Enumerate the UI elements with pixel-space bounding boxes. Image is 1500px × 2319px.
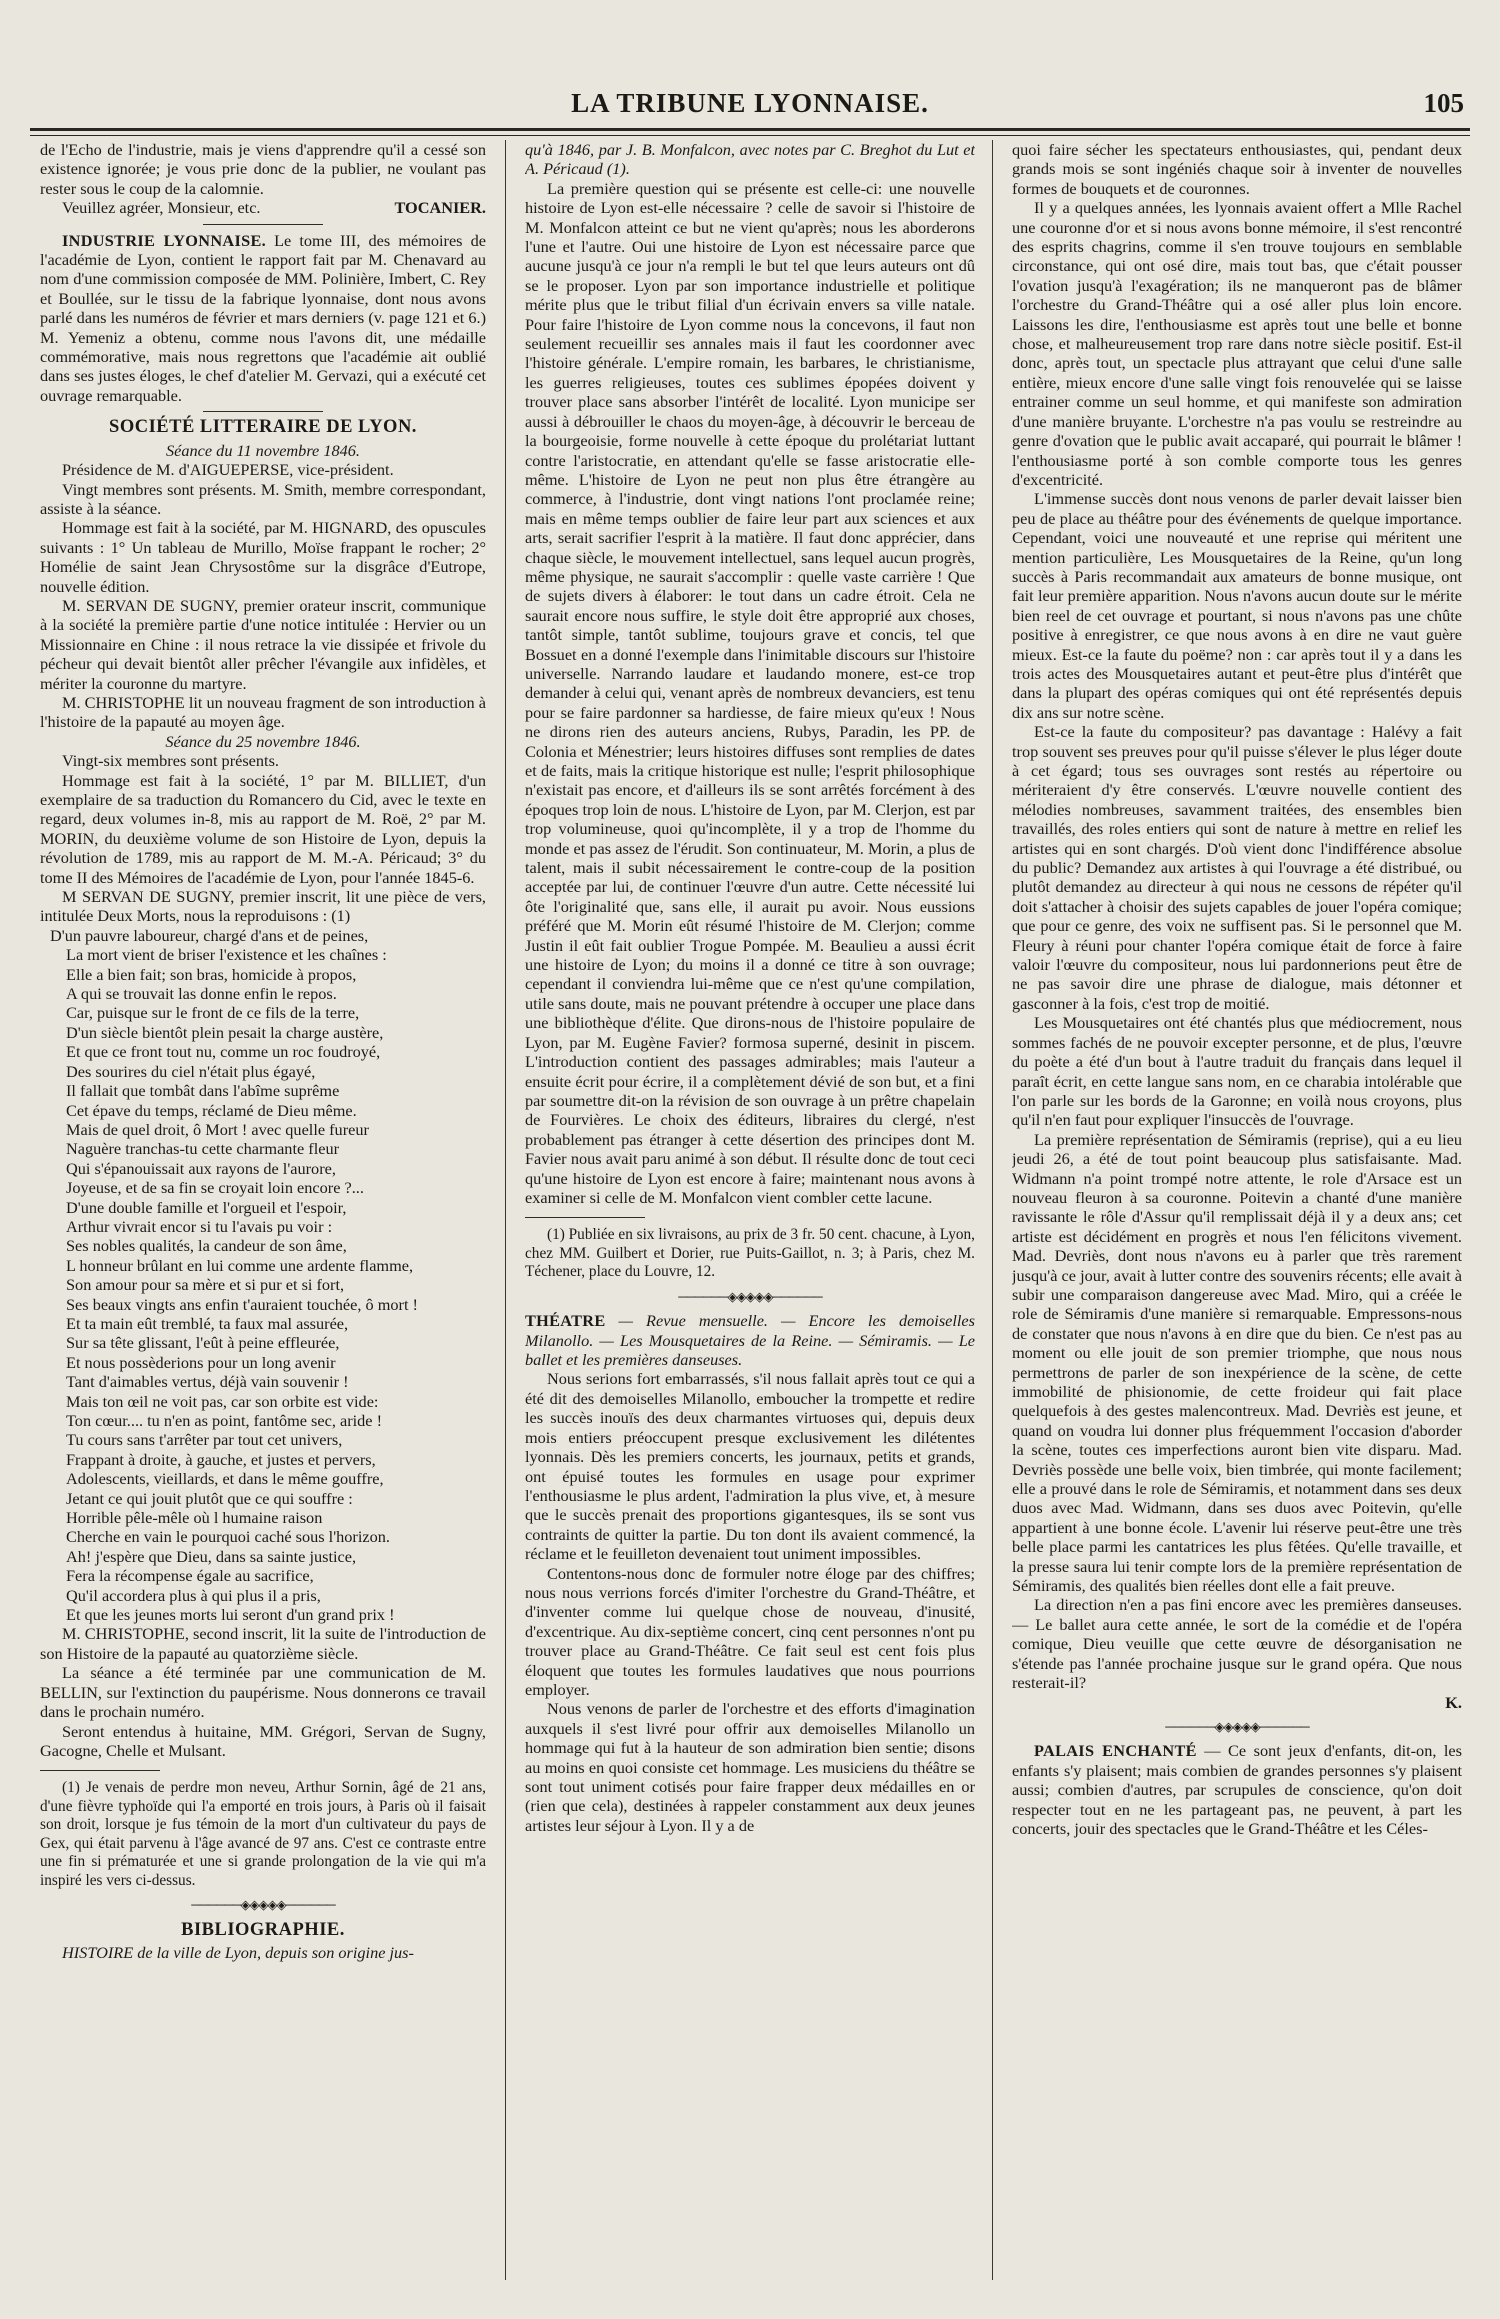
poem-line: La mort vient de briser l'existence et les chaînes : [66,945,387,965]
column-rule [992,140,993,2280]
poem-line: D'une double famille et l'orgueil et l'espoir, [66,1197,347,1217]
column-3 [1012,140,1462,2280]
section-title: SOCIÉTÉ LITTERAIRE DE LYON. [109,417,417,438]
poem-line: Des sourires du ciel n'était plus égayé, [66,1061,316,1081]
poem-line: Qui s'épanouissait aux rayons de l'aurore, [66,1158,336,1178]
paragraph: Est-ce la faute du compositeur? pas davantage : Halévy a fait trop souvent ses preuves pour qu'il puisse s'élever le plus léger doute à cet égard; tous ses ouvrages sont restés au répertoire ou mériteraient d'y être conservés. L'œuvre nouvelle contient des mélodies nombreuses, savamment traitées, des ensembles bien travaillés, des roles entiers qui sont de nature à mettre en relief les artistes qui en sont chargés. D'où vient donc l'indifférence absolue du public? Demandez aux artistes à qui l'ouvrage a été distribué, ou plutôt demandez au directeur à qui nous ne cessons de répéter qu'il doit s'attacher à choisir des sujets capables de jouer l'opéra comique; que pour ce genre, des voix ne suffisent pas. Si le personnel que M. Fleury à réuni pour chanter l'opéra comique était de force à faire valoir l'œuvre du compositeur, nous lui pardonnerions peut être de ne pas savoir dire une phrase de dialogue, mais détonner et gasconner à la fois, c'est trop de moitié. [1012,722,1462,1013]
poem-line: Fera la récompense égale au sacrifice, [66,1566,314,1586]
poem-line: Et nous possèderions pour un long avenir [66,1352,336,1372]
poem-line: Ton cœur.... tu n'en as point, fantôme sec, aride ! [66,1411,383,1431]
paragraph: quoi faire sécher les spectateurs enthousiastes, qui, pendant deux grands mois se sont ingéniés chaque soir à inventer de nouvelles formes de bouquets et de couronnes. [1012,140,1462,198]
paragraph: Vingt-six membres sont présents. [62,751,279,771]
signature: K. [1445,1692,1462,1712]
poem-line: Ah! j'espère que Dieu, dans sa sainte justice, [66,1546,357,1566]
poem-line: L honneur brûlant en lui comme une ardente flamme, [66,1255,414,1275]
presidency: Présidence de M. d'AIGUEPERSE, vice-président. [62,460,394,480]
poem-line: Tu cours sans t'arrêter par tout cet univers, [66,1430,343,1450]
paragraph: M. SERVAN DE SUGNY, premier orateur inscrit, communique à la société la première partie d'une notice intitulée : Hervier ou un Missionnaire en Chine : il nous retrace la vie dissipée et frivole du pécheur qui devait bientôt aller prêcher l'évangile aux infidèles, et mériter la couronne du martyre. [40,595,486,693]
paragraph: M SERVAN DE SUGNY, premier inscrit, lit une pièce de vers, intitulée Deux Morts, nous la reproduisons : (1) [40,887,486,926]
paragraph: La séance a été terminée par une communication de M. BELLIN, sur l'extinction du paupérisme. Nous donnerons ce travail dans le prochain numéro. [40,1663,486,1722]
paragraph-text: Le tome III, des mémoires de l'académie de Lyon, contient le rapport fait par M. Chenavard au nom d'une commission composée de MM. Polinière, Imbert, C. Rey et Boullée, sur le tissu de la fabrique lyonnaise, dont nous avons parlé dans les numéros de février et mars derniers (v. page 121 et 6.) M. Yemeniz a obtenu, comme nous l'avons dit, une médaille commémorative, mais nous regrettons que l'académie ait oublié dans ses justes éloges, le chef d'atelier M. Gervazi, qui a exécuté cet ouvrage remarquable. [40,230,486,405]
ornament-rule: ──────◈◈◈◈◈────── [1165,1718,1309,1734]
poem-line: Naguère tranchas-tu cette charmante fleur [66,1139,340,1159]
poem-line: Horrible pêle-mêle où l humaine raison [66,1508,323,1528]
paragraph: Veuillez agréer, Monsieur, etc. [62,198,261,218]
poem-line: Et ta main eût tremblé, ta faux mal assurée, [66,1313,349,1333]
separator-rule [203,224,323,225]
article-subtitle: — Revue mensuelle. — Encore les demoiselles Milanollo. — Les Mousquetaires de la Reine. — Sémiramis. — Le ballet et les premières danseuses. [525,1311,975,1370]
poem-line: Mais de quel droit, ô Mort ! avec quelle fureur [66,1119,369,1139]
separator-rule [203,411,323,412]
article-palais [1012,1741,1462,1838]
paragraph: Seront entendus à huitaine, MM. Grégori, Servan de Sugny, Gacogne, Chelle et Mulsant. [40,1721,486,1760]
footnote: (1) Je venais de perdre mon neveu, Arthur Sornin, âgé de 21 ans, d'une fièvre typhoïde qui l'a emporté en trois jours, à Paris où il faisait son droit, lorsque je fus témoin de la mort d'un cultivateur du pays de Gex, qui était parvenu à l'âge avancé de 97 ans. C'est ce contraste entre une fin si prématurée et une si grande prolongation de la vie qui m'a inspiré les vers ci-dessus. [40,1779,486,1889]
paragraph: Les Mousquetaires ont été chantés plus que médiocrement, nous sommes fachés de ne pouvoir excepter personne, et de plus, l'œuvre du poète a été d'un bout à l'autre traduit du français dans lequel il paraît écrit, en cette langue sans nom, en ce charabia intolérable que l'on parle sur les bords de la Garonne; en voilà nous croyons, plus qu'il n'en faut pour expliquer l'insuccès de l'ouvrage. [1012,1013,1462,1130]
column-2 [525,140,975,2280]
section-title: BIBLIOGRAPHIE. [181,1919,345,1940]
poem-line: Ses nobles qualités, la candeur de son âme, [66,1236,347,1256]
poem-line: D'un siècle bientôt plein pesait la charge austère, [66,1022,384,1042]
poem-line: Et que les jeunes morts lui seront d'un grand prix ! [66,1605,395,1625]
paragraph: Nous venons de parler de l'orchestre et des efforts d'imagination auxquels il s'est livré pour offrir aux demoiselles Milanollo un hommage qui fut à la hauteur de son admiration bien sentie; disons au moins en quoi consiste cet hommage. Les musiciens du théâtre se sont tout uniment cotisés pour faire frapper deux médailles en or (rien que cela), destinées à rappeler constamment aux deux jeunes artistes leur séjour à Lyon. Il y a de [525,1699,975,1835]
poem [40,926,486,1625]
paragraph: L'immense succès dont nous venons de parler devait laisser bien peu de place au théâtre pour des événements de quelque importance. Cependant, voici une nouveauté et une reprise qui méritent une mention particulière, Les Mousquetaires de la Reine, qu'un long succès à Paris recommandait aux amateurs de bonne musique, ont fait leur première apparition. Nous n'avons aucun doute sur le mérite bien reel de cet ouvrage et pourtant, si nous n'avons pas une chûte positive à enregistrer, ce que nous avons à en dire ne vaut guère mieux. Est-ce la faute du poëme? non : car après tout il y a dans les trois actes des Mousquetaires autant et peut-être plus d'intérêt que dans la plupart des opéras comiques qui ont été représentés depuis dix ans sur notre scène. [1012,489,1462,722]
poem-line: Cherche en vain le pourquoi caché sous l'horizon. [66,1527,390,1547]
paragraph: Nous serions fort embarrassés, s'il nous fallait après tout ce qui a été dit des demoiselles Milanollo, emboucher la trompette et redire les succès inouïs des deux charmantes virtuoses qui, depuis deux mois entiers préoccupent presque exclusivement les dilétentes lyonnais. Dès les premiers concerts, les journaux, petits et grands, ont épuisé toutes les formules en usage pour exprimer l'enthousiasme le plus ardent, l'admiration la plus vive, et, à mesure que le succès prenait des proportions gigantesques, ils se sont vus contraints de quitter la partie. Du ton dont ils avaient commencé, la réclame et le feuilleton devenaient tout uniment impossibles. [525,1369,975,1564]
poem-line: Arthur vivrait encor si tu l'avais pu voir : [66,1216,333,1236]
poem-line: Son amour pour sa mère et si pur et si fort, [66,1275,345,1295]
ornament-rule: ──────◈◈◈◈◈────── [678,1288,822,1304]
page-number: 105 [1423,88,1464,118]
poem-line: Sur sa tête glissant, l'eût à peine effleurée, [66,1333,340,1353]
poem-line: Frappant à droite, à gauche, et justes et pervers, [66,1449,376,1469]
poem-line: Adolescents, vieillards, et dans le même gouffre, [66,1469,384,1489]
ornament-rule: ──────◈◈◈◈◈────── [191,1897,335,1913]
paragraph-text: — Ce sont jeux d'enfants, dit-on, les enfants s'y plaisent; mais combien de grandes personnes s'y plaisent aussi; combien d'autres, par scrupules de conscience, qu'on doit respecter tout en ne les partageant pas, ne peuvent, à part les concerts, jouir des spectacles que le Grand-Théâtre et les Céles- [1012,1741,1462,1838]
paragraph: HISTOIRE de la ville de Lyon, depuis son origine jus- [62,1943,414,1963]
poem-line: Car, puisque sur le front de ce fils de la terre, [66,1003,360,1023]
poem-line: Joyeuse, et de sa fin se croyait loin encore ?... [66,1178,364,1198]
article-theatre-heading [525,1311,975,1369]
article-heading: INDUSTRIE LYONNAISE. [62,230,266,250]
poem-line: Et que ce front tout nu, comme un roc foudroyé, [66,1042,381,1062]
signature: TOCANIER. [394,198,486,218]
column-1 [40,140,486,2280]
footnote: (1) Publiée en six livraisons, au prix de 3 fr. 50 cent. chacune, à Lyon, chez MM. Guilbert et Dorier, rue Puits-Gaillot, n. 3; à Paris, chez M. Téchener, place du Louvre, 12. [525,1226,975,1281]
session-date: Séance du 25 novembre 1846. [165,731,361,751]
paragraph: qu'à 1846, par J. B. Monfalcon, avec notes par C. Breghot du Lut et A. Péricaud (1). [525,140,975,179]
paragraph: La direction n'en a pas fini encore avec les premières danseuses. — Le ballet aura cette année, le sort de la comédie et de l'opéra comique, Dieu veuille que cette œuvre de désorganisation ne s'étende pas l'année prochaine jusque sur le grand opéra. Que nous resterait-il? [1012,1595,1462,1693]
session-date: Séance du 11 novembre 1846. [166,440,360,460]
footnote-rule [525,1217,645,1218]
running-title: LA TRIBUNE LYONNAISE. [571,88,929,118]
paragraph: Vingt membres sont présents. M. Smith, membre correspondant, assiste à la séance. [40,479,486,518]
paragraph: Hommage est fait à la société, 1° par M. BILLIET, d'un exemplaire de sa traduction du Romancero du Cid, avec le texte en regard, deux volumes in-8, mis au rapport de M. Roë, 2° par M. MORIN, du deuxième volume de son Histoire de Lyon, depuis la révolution de 1789, mis au rapport de M. M.-A. Péricaud; 3° du tome II des Mémoires de l'académie de Lyon, pour l'année 1845-6. [40,770,486,887]
paragraph: M. CHRISTOPHE lit un nouveau fragment de son introduction à l'histoire de la papauté au moyen âge. [40,692,486,732]
paragraph: La première représentation de Sémiramis (reprise), qui a eu lieu jeudi 26, a été de tout point beaucoup plus satisfaisante. Mad. Widmann n'a point trompé notre attente, le role d'Arsace est un nouveau fleuron à sa couronne. Poitevin a chanté d'une manière ravissante le rôle d'Assur qu'il remplissait déjà il y a deux ans; cet artiste est décidément en progrès et nous l'en félicitons vivement. Mad. Devriès, dont nous n'avons eu à parler que très rarement jusqu'à ce jour, avait à lutter contre des souvenirs récents; elle avait à subir une comparaison dangereuse avec Mad. Miro, qui a créée le role de Sémiramis d'une manière si remarquable. Empressons-nous de constater que nous n'avons à en dire que du bien. Ce n'est pas au moment ou elle jouit de son premier triomphe, que nous nous permettrons de parler de son inexpérience de la scène, de cette immobilité de phisionomie, de cette froideur qui fait place quelquefois à des gestes malencontreux. Mad. Devriès est jeune, et quand on voudra lui donner plus fréquemment l'occasion d'aborder la scène, toutes ces imperfections auront bien vite disparu. Mad. Devriès possède une belle voix, bien timbrée, qui monte facilement; elle a prouvé dans le role de Sémiramis, et notamment dans ses deux duos avec Mad. Widmann, dans ses duos avec Poitevin, qu'elle appartient à une bonne école. L'avenir lui réserve peut-être une très belle place parmi les cantatrices les plus fêtées. Qu'elle travaille, et la presse saura lui tenir compte lors de la première représentation de Sémiramis, des qualités bien réelles dont elle a fait preuve. [1012,1129,1462,1596]
poem-line: Mais ton œil ne voit pas, car son orbite est vide: [66,1391,379,1411]
poem-line: Jetant ce qui jouit plutôt que ce qui souffre : [66,1488,353,1508]
poem-line: D'un pauvre laboureur, chargé d'ans et de peines, [50,925,369,945]
poem-line: Ses beaux vingts ans enfin t'auraient touchée, ô mort ! [66,1294,418,1314]
article-industrie [40,231,486,406]
poem-line: A qui se trouvait las donne enfin le repos. [66,984,337,1004]
paragraph: de l'Echo de l'industrie, mais je viens d'apprendre qu'il a cessé son existence ignorée; je vous prie donc de la publier, ne voulant pas rester sous le coup de la calomnie. [40,140,486,198]
header-rule [30,128,1470,136]
article-heading: PALAIS ENCHANTÉ [1034,1741,1197,1761]
footnote-rule [40,1770,160,1771]
paragraph: Contentons-nous donc de formuler notre éloge par des chiffres; nous nous verrions forcés d'imiter l'orchestre du Grand-Théâtre, et d'inventer comme lui quelque chose de nouveau, d'inusité, d'excentrique. Au dix-septième concert, cinq cent personnes n'ont pu trouver place au Grand-Théâtre. Ce fait seul est cent fois plus éloquent que toutes les formules laudatives que nous pourrions employer. [525,1563,975,1699]
poem-line: Cet épave du temps, réclamé de Dieu même. [66,1100,357,1120]
page-header [30,88,1470,132]
poem-line: Tant d'aimables vertus, déjà vain souvenir ! [66,1372,349,1392]
poem-line: Qu'il accordera plus à qui plus il a pris, [66,1585,321,1605]
paragraph: M. CHRISTOPHE, second inscrit, lit la suite de l'introduction de son Histoire de la papauté au quatorzième siècle. [40,1624,486,1663]
poem-line: Elle a bien fait; son bras, homicide à propos, [66,964,357,984]
paragraph: Il y a quelques années, les lyonnais avaient offert a Mlle Rachel une couronne d'or et si nous avons bonne mémoire, il s'est rencontré des esprits chagrins, comme il s'en trouve toujours en semblable circonstance, qui ont osé dire, mais tout bas, que c'était pousser l'ovation jusqu'à l'exagération; ils ne manqueront pas de blâmer l'orchestre du Grand-Théâtre qui a osé aller plus loin encore. Laissons les dire, l'enthousiasme est après tout une belle et bonne chose, et malheureusement trop rare dans notre siècle positif. Est-il donc, après tout, un spectacle plus attrayant que celui d'une salle entière, mieux encore d'une salle vingt fois renouvelée qui se laisse entrainer comme un seul homme, et qui manifeste son admiration d'une manière bruyante. L'orchestre n'a pas voulu se restreindre au genre d'ovation que le public avait accaparé, qui pourrait le blâmer ! l'enthousiasme porté à son comble comporte tous les genres d'excentricité. [1012,198,1462,489]
column-rule [505,140,506,2280]
article-heading: THÉATRE [525,1311,606,1331]
paragraph: La première question qui se présente est celle-ci: une nouvelle histoire de Lyon est-elle nécessaire ? celle de savoir si l'histoire de M. Monfalcon atteint ce but ne vient qu'après; nous les aborderons l'une et l'autre. Oui une histoire de Lyon est nécessaire parce que aucune jusqu'à ce jour n'a rempli le but tel que leurs auteurs ont dû se le proposer. Lyon par son importance industrielle et politique mérite plus que le tribut filial d'un écrivain envers sa ville natale. Pour faire l'histoire de Lyon comme nous la concevons, il faut non seulement recueillir ses annales mais il faut les coordonner avec l'histoire générale. L'empire romain, les barbares, le christianisme, les guerres religieuses, toutes ces sublimes épopées doivent y trouver place sans absorber l'intérêt de localité. Lyon municipe ser aussi à débrouiller le chaos du moyen-âge, à découvrir le berceau de la bourgeoisie, forme nouvelle à cette époque du prolétariat luttant contre l'aristocratie, en attendant qu'elle se fasse aristocratie elle-même. L'histoire de Lyon ne peut non plus être étrangère au commerce, à l'industrie, dont vingt nations l'ont proclamée reine; mais en même temps oublier de faire leur part aux sciences et aux arts, serait sacrifier l'esprit à la matière. Il faut donc apprécier, dans chaque siècle, le mouvement intellectuel, sans lequel aucun progrès, même physique, ne saurait s'accomplir : quelle vaste carrière ! Que de sujets divers à élaborer: le tout dans un cadre étroit. Cela ne saurait encore nous suffire, le style doit être approprié aux choses, tantôt simple, tantôt sublime, toujours grave et concis, tel que Bossuet en a donné l'exemple dans l'inimitable discours sur l'histoire universelle. Narrando laudare et laudando monere, est-ce trop demander à celui qui, venant après de nombreux devanciers, est tenu pour se faire pardonner sa hardiesse, de faire mieux qu'eux ! Nous ne dirons rien des auteurs anciens, Rubys, Paradin, les PP. de Colonia et Ménestrier; leurs histoires diffuses sont remplies de dates et de faits, mais la critique historique est nulle; l'esprit philosophique n'existait pas encore, et d'ailleurs ils se sont arrêtés forcément à des époques trop loin de nous. L'histoire de Lyon, par M. Clerjon, est par trop volumineuse, quoi qu'incomplète, il y a trop de l'homme du monde et pas assez de l'érudit. Son continuateur, M. Morin, a plus de talent, mais il subit nécessairement le contre-coup de la position acceptée par lui, de continuer l'œuvre d'un autre. Cette nécessité lui ôte l'originalité que, sans elle, il aurait pu avoir. Nous eussions préféré que M. Morin eût résumé l'histoire de M. Clerjon; comme Justin il eût fait oublier Trogue Pompée. M. Beaulieu a aussi écrit une histoire de Lyon; du moins il a donné ce titre à son ouvrage; cependant il conviendra lui-même que ce n'est qu'une compilation, utile sans doute, mais ne pouvant prétendre à occuper une place dans une bibliothèque d'élite. Que dirons-nous de l'histoire populaire de Lyon, par M. Eugène Favier? formosa superné, desinit in piscem. L'introduction contient des passages admirables; mais l'auteur a ensuite écrit pour écrire, il a complètement dévié de son but, et a fini par soumettre dit-on la révision de son ouvrage à un prêtre chapelain de Fourvières. Le choix des éditeurs, libraires du clergé, n'est probablement pas étranger à cette désertion des principes dont M. Favier nous avait paru animé à son début. Il résulte donc de tout ceci qu'une histoire de Lyon est encore à faire; maintenant nous avons à examiner si celle de M. Monfalcon vient combler cette lacune. [525,178,975,1207]
poem-line: Il fallait que tombât dans l'abîme suprême [66,1081,340,1101]
paragraph: Hommage est fait à la société, par M. HIGNARD, des opuscules suivants : 1° Un tableau de Murillo, Moïse frappant le rocher; 2° Homélie de saint Jean Chrysostôme sur la disgrâce d'Eutrope, nouvelle édition. [40,518,486,596]
